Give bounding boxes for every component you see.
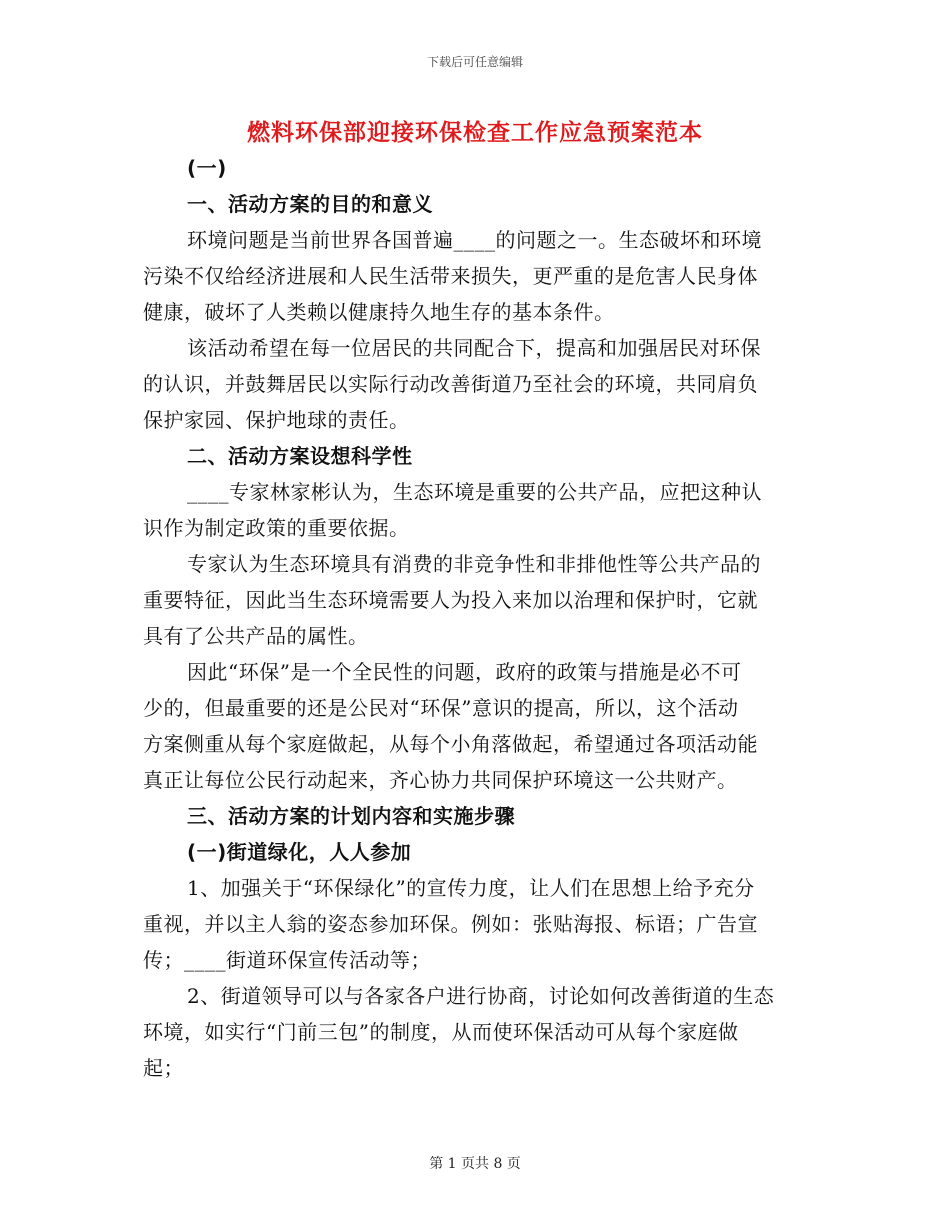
section-heading-line: (一) — [187, 156, 227, 180]
paragraph-line: 健康，破坏了人类赖以健康持久地生存的基本条件。 — [143, 300, 615, 324]
paragraph-line: 重要特征，因此当生态环境需要人为投入来加以治理和保护时，它就 — [143, 588, 758, 612]
paragraph-line: 污染不仅给经济进展和人民生活带来损失，更严重的是危害人民身体 — [143, 264, 758, 288]
paragraph-line: 少的，但最重要的还是公民对“环保”意识的提高，所以，这个活动 — [143, 696, 739, 720]
section-heading-line: (一)街道绿化，人人参加 — [187, 840, 412, 864]
paragraph-line: 因此“环保”是一个全民性的问题，政府的政策与措施是必不可 — [187, 660, 742, 684]
paragraph-line: 具有了公共产品的属性。 — [143, 624, 369, 648]
document-title: 燃料环保部迎接环保检查工作应急预案范本 — [247, 120, 703, 146]
paragraph-line: 环境问题是当前世界各国普遍____的问题之一。生态破坏和环境 — [187, 228, 762, 252]
paragraph-line: 方案侧重从每个家庭做起，从每个小角落做起，希望通过各项活动能 — [143, 732, 758, 756]
paragraph-line: 专家认为生态环境具有消费的非竞争性和非排他性等公共产品的 — [187, 552, 761, 576]
paragraph-line: 该活动希望在每一位居民的共同配合下，提高和加强居民对环保 — [187, 336, 761, 360]
paragraph-line: ____专家林家彬认为，生态环境是重要的公共产品，应把这种认 — [187, 480, 762, 504]
paragraph-line: 1、加强关于“环保绿化”的宣传力度，让人们在思想上给予充分 — [187, 876, 755, 900]
paragraph-line: 起； — [143, 1056, 184, 1080]
paragraph-line: 2、街道领导可以与各家各户进行协商，讨论如何改善街道的生态 — [187, 984, 775, 1008]
paragraph-line: 的认识，并鼓舞居民以实际行动改善街道乃至社会的环境，共同肩负 — [143, 372, 758, 396]
section-heading-line: 二、活动方案设想科学性 — [187, 444, 413, 468]
paragraph-line: 识作为制定政策的重要依据。 — [143, 516, 410, 540]
section-heading-line: 一、活动方案的目的和意义 — [187, 192, 433, 216]
document-body — [143, 150, 803, 1086]
paragraph-line: 环境，如实行“门前三包”的制度，从而使环保活动可从每个家庭做 — [143, 1020, 739, 1044]
paragraph-line: 真正让每位公民行动起来，齐心协力共同保护环境这一公共财产。 — [143, 768, 738, 792]
paragraph-line: 传；____街道环保宣传活动等； — [143, 948, 431, 972]
paragraph-line: 保护家园、保护地球的责任。 — [143, 408, 410, 432]
paragraph-line: 重视，并以主人翁的姿态参加环保。例如：张贴海报、标语；广告宣 — [143, 912, 758, 936]
page-footer: 第 1 页共 8 页 — [429, 1156, 521, 1172]
section-heading-line: 三、活动方案的计划内容和实施步骤 — [187, 804, 515, 828]
header-note: 下载后可任意编辑 — [426, 55, 523, 69]
